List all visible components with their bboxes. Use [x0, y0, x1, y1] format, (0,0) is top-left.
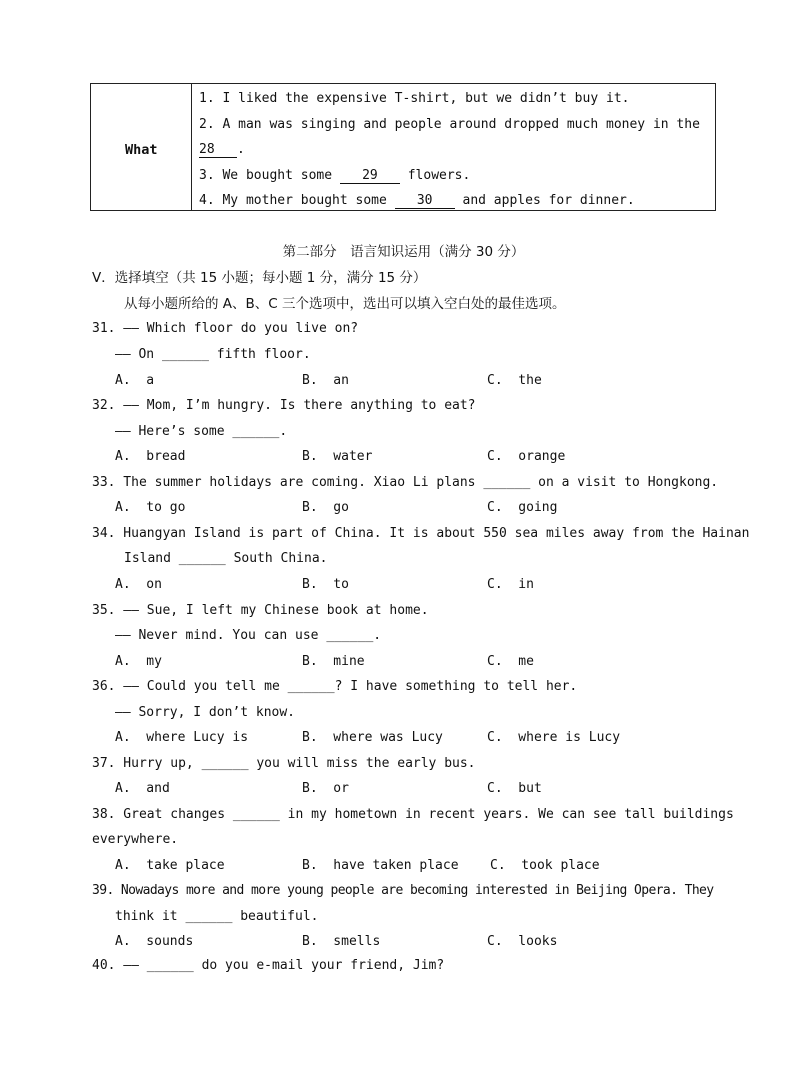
row4-post: and apples for dinner. — [454, 193, 635, 208]
q38-option-c: C. took place — [490, 858, 600, 873]
table-row-4 — [199, 193, 635, 209]
q39-line2: think it ______ beautiful. — [115, 909, 319, 924]
q31-option-c: C. the — [487, 373, 542, 388]
q33-option-a: A. to go — [115, 500, 186, 515]
q38-line1: 38. Great changes ______ in my hometown in recent years. We can see tall buildings — [92, 807, 734, 822]
q36-option-a: A. where Lucy is — [115, 730, 249, 745]
q39-line1: 39. Nowadays more and more young people are becoming interested in Beijing Opera. They — [92, 883, 714, 898]
q34-line1: 34. Huangyan Island is part of China. It is about 550 sea miles away from the Hainan — [92, 526, 750, 541]
q35-line1: 35. —— Sue, I left my Chinese book at home. — [92, 603, 429, 618]
q38-option-b: B. have taken place — [302, 858, 459, 873]
q37-option-b: B. or — [302, 781, 349, 796]
table-row-2: 2. A man was singing and people around dropped much money in the — [199, 117, 700, 132]
q31-line2: —— On ______ fifth floor. — [115, 347, 311, 362]
table-row-3 — [199, 168, 470, 184]
q31-option-b: B. an — [302, 373, 349, 388]
q32-option-b: B. water — [302, 449, 373, 464]
q39-option-b: B. smells — [302, 934, 381, 949]
q37-option-a: A. and — [115, 781, 170, 796]
table-label-what: What — [125, 142, 158, 158]
q31-option-a: A. a — [115, 373, 155, 388]
q34-option-a: A. on — [115, 577, 162, 592]
q33-line1: 33. The summer holidays are coming. Xiao Li plans ______ on a visit to Hongkong. — [92, 475, 719, 490]
q35-line2: —— Never mind. You can use ______. — [115, 628, 382, 643]
table-divider — [191, 84, 192, 210]
q32-line2: —— Here’s some ______. — [115, 424, 288, 439]
q39-option-a: A. sounds — [115, 934, 194, 949]
instruction-text: 从每小题所给的 A、B、C 三个选项中，选出可以填入空白处的最佳选项。 — [124, 296, 566, 312]
q39-option-c: C. looks — [487, 934, 558, 949]
q38-line2: everywhere. — [92, 832, 179, 847]
q35-option-a: A. my — [115, 654, 162, 669]
q35-option-c: C. me — [487, 654, 534, 669]
q33-option-b: B. go — [302, 500, 349, 515]
q32-line1: 32. —— Mom, I’m hungry. Is there anything to eat? — [92, 398, 476, 413]
q36-option-c: C. where is Lucy — [487, 730, 621, 745]
table-row-1: 1. I liked the expensive T-shirt, but we didn’t buy it. — [199, 91, 630, 106]
q34-option-c: C. in — [487, 577, 534, 592]
q35-option-b: B. mine — [302, 654, 365, 669]
row4-pre: 4. My mother bought some — [199, 193, 395, 208]
q37-option-c: C. but — [487, 781, 542, 796]
row3-pre: 3. We bought some — [199, 168, 340, 183]
q36-line1: 36. —— Could you tell me ______? I have something to tell her. — [92, 679, 578, 694]
part-title: 第二部分 语言知识运用（满分 30 分） — [282, 244, 525, 260]
q38-option-a: A. take place — [115, 858, 225, 873]
q32-option-a: A. bread — [115, 449, 186, 464]
q32-option-c: C. orange — [487, 449, 566, 464]
q31-line1: 31. —— Which floor do you live on? — [92, 321, 359, 336]
q37-line1: 37. Hurry up, ______ you will miss the early bus. — [92, 756, 476, 771]
blank-29: 29 — [340, 169, 400, 184]
q34-line2: Island ______ South China. — [124, 551, 328, 566]
blank-30: 30 — [395, 194, 455, 209]
section-v-heading: V．选择填空（共 15 小题；每小题 1 分，满分 15 分） — [92, 270, 427, 286]
q36-line2: —— Sorry, I don’t know. — [115, 705, 296, 720]
table-row-2-cont — [199, 142, 245, 158]
q40-line1: 40. —— ______ do you e-mail your friend, Jim? — [92, 958, 445, 973]
q33-option-c: C. going — [487, 500, 558, 515]
q34-option-b: B. to — [302, 577, 349, 592]
q36-option-b: B. where was Lucy — [302, 730, 443, 745]
row2-end: . — [237, 142, 245, 157]
what-table — [90, 83, 716, 211]
row3-post: flowers. — [399, 168, 471, 183]
blank-28: 28 — [199, 143, 237, 158]
